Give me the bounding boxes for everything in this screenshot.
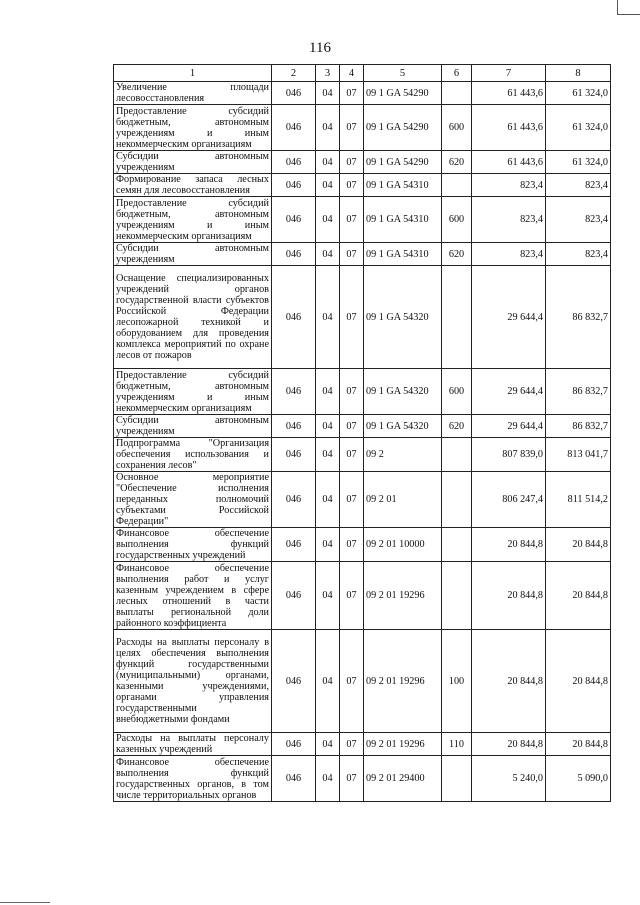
expense-type-code: 620 (442, 151, 472, 174)
section-code: 04 (316, 105, 340, 151)
section-code: 04 (316, 438, 340, 472)
subsection-code: 07 (340, 472, 364, 528)
expense-type-code (442, 174, 472, 197)
amount-year-2: 20 844,8 (546, 562, 611, 630)
section-code: 04 (316, 243, 340, 266)
amount-year-2: 823,4 (546, 197, 611, 243)
ministry-code: 046 (272, 174, 316, 197)
expense-type-code (442, 82, 472, 105)
item-name: Увеличение площади лесовосстановления (114, 82, 272, 105)
subsection-code: 07 (340, 756, 364, 802)
ministry-code: 046 (272, 562, 316, 630)
target-article-code: 09 1 GA 54310 (364, 243, 442, 266)
expense-type-code: 110 (442, 733, 472, 756)
amount-year-1: 806 247,4 (472, 472, 546, 528)
ministry-code: 046 (272, 528, 316, 562)
target-article-code: 09 1 GA 54310 (364, 197, 442, 243)
expense-type-code (442, 266, 472, 369)
target-article-code: 09 1 GA 54320 (364, 369, 442, 415)
subsection-code: 07 (340, 415, 364, 438)
table-row (114, 630, 611, 733)
item-name: Финансовое обеспечение выполнения функций государственных учреждений (114, 528, 272, 562)
subsection-code: 07 (340, 105, 364, 151)
header-cell: 4 (340, 65, 364, 82)
subsection-code: 07 (340, 243, 364, 266)
table-row (114, 243, 611, 266)
expense-type-code (442, 756, 472, 802)
target-article-code: 09 2 01 19296 (364, 733, 442, 756)
table-row (114, 369, 611, 415)
ministry-code: 046 (272, 82, 316, 105)
ministry-code: 046 (272, 733, 316, 756)
section-code: 04 (316, 369, 340, 415)
ministry-code: 046 (272, 756, 316, 802)
amount-year-2: 811 514,2 (546, 472, 611, 528)
ministry-code: 046 (272, 266, 316, 369)
amount-year-2: 5 090,0 (546, 756, 611, 802)
page-number: 116 (309, 40, 331, 56)
target-article-code: 09 1 GA 54320 (364, 415, 442, 438)
corner-mark (617, 0, 640, 15)
section-code: 04 (316, 266, 340, 369)
expense-type-code: 600 (442, 197, 472, 243)
expense-type-code (442, 562, 472, 630)
section-code: 04 (316, 197, 340, 243)
table-row (114, 438, 611, 472)
table-row (114, 733, 611, 756)
header-cell: 5 (364, 65, 442, 82)
header-cell: 8 (546, 65, 611, 82)
target-article-code: 09 2 01 29400 (364, 756, 442, 802)
table-body (114, 82, 611, 802)
amount-year-1: 61 443,6 (472, 82, 546, 105)
amount-year-2: 823,4 (546, 243, 611, 266)
table-row (114, 415, 611, 438)
item-name: Основное мероприятие "Обеспечение исполнения переданных полномочий субъектами Российской Федерации" (114, 472, 272, 528)
item-name: Финансовое обеспечение выполнения работ и услуг казенным учреждением в сфере лесных отношений в части выплаты региональной доли районного коэффициента (114, 562, 272, 630)
amount-year-1: 20 844,8 (472, 733, 546, 756)
budget-table (113, 64, 611, 802)
amount-year-2: 20 844,8 (546, 630, 611, 733)
table-row (114, 528, 611, 562)
amount-year-2: 823,4 (546, 174, 611, 197)
ministry-code: 046 (272, 472, 316, 528)
target-article-code: 09 1 GA 54290 (364, 105, 442, 151)
target-article-code: 09 2 01 19296 (364, 562, 442, 630)
expense-type-code (442, 438, 472, 472)
amount-year-2: 20 844,8 (546, 528, 611, 562)
item-name: Расходы на выплаты персоналу казенных учреждений (114, 733, 272, 756)
amount-year-1: 20 844,8 (472, 528, 546, 562)
table-row (114, 472, 611, 528)
amount-year-2: 813 041,7 (546, 438, 611, 472)
target-article-code: 09 1 GA 54290 (364, 82, 442, 105)
expense-type-code (442, 472, 472, 528)
header-row (114, 65, 611, 82)
item-name: Предоставление субсидий бюджетным, автономным учреждениям и иным некоммерческим организациям (114, 105, 272, 151)
amount-year-2: 86 832,7 (546, 369, 611, 415)
amount-year-2: 61 324,0 (546, 82, 611, 105)
amount-year-1: 823,4 (472, 243, 546, 266)
item-name: Расходы на выплаты персоналу в целях обеспечения выполнения функций государственными (муниципальными) органами, казенными учреждениями, органами управления государственными внебюджетными фондами (114, 630, 272, 733)
target-article-code: 09 2 01 10000 (364, 528, 442, 562)
ministry-code: 046 (272, 438, 316, 472)
amount-year-1: 20 844,8 (472, 562, 546, 630)
ministry-code: 046 (272, 197, 316, 243)
item-name: Предоставление субсидий бюджетным, автономным учреждениям и иным некоммерческим организациям (114, 197, 272, 243)
target-article-code: 09 1 GA 54290 (364, 151, 442, 174)
expense-type-code: 620 (442, 243, 472, 266)
amount-year-2: 86 832,7 (546, 415, 611, 438)
section-code: 04 (316, 82, 340, 105)
section-code: 04 (316, 528, 340, 562)
table-row (114, 82, 611, 105)
subsection-code: 07 (340, 438, 364, 472)
subsection-code: 07 (340, 562, 364, 630)
item-name: Субсидии автономным учреждениям (114, 243, 272, 266)
subsection-code: 07 (340, 266, 364, 369)
subsection-code: 07 (340, 733, 364, 756)
amount-year-1: 20 844,8 (472, 630, 546, 733)
item-name: Финансовое обеспечение выполнения функций государственных органов, в том числе территориальных органов (114, 756, 272, 802)
item-name: Предоставление субсидий бюджетным, автономным учреждениям и иным некоммерческим организациям (114, 369, 272, 415)
table-row (114, 151, 611, 174)
subsection-code: 07 (340, 369, 364, 415)
section-code: 04 (316, 562, 340, 630)
amount-year-2: 86 832,7 (546, 266, 611, 369)
amount-year-1: 61 443,6 (472, 105, 546, 151)
section-code: 04 (316, 756, 340, 802)
amount-year-1: 29 644,4 (472, 266, 546, 369)
item-name: Субсидии автономным учреждениям (114, 151, 272, 174)
item-name: Оснащение специализированных учреждений органов государственной власти субъектов Российской Федерации лесопожарной техникой и оборудованием для проведения комплекса мероприятий по охране лесов от пожаров (114, 266, 272, 369)
subsection-code: 07 (340, 528, 364, 562)
table-row (114, 266, 611, 369)
ministry-code: 046 (272, 105, 316, 151)
amount-year-1: 5 240,0 (472, 756, 546, 802)
header-cell: 3 (316, 65, 340, 82)
amount-year-2: 20 844,8 (546, 733, 611, 756)
amount-year-2: 61 324,0 (546, 151, 611, 174)
header-cell: 7 (472, 65, 546, 82)
amount-year-1: 823,4 (472, 174, 546, 197)
item-name: Подпрограмма "Организация обеспечения использования и сохранения лесов" (114, 438, 272, 472)
table-row (114, 756, 611, 802)
table-row (114, 562, 611, 630)
ministry-code: 046 (272, 630, 316, 733)
section-code: 04 (316, 174, 340, 197)
ministry-code: 046 (272, 243, 316, 266)
expense-type-code: 100 (442, 630, 472, 733)
target-article-code: 09 2 (364, 438, 442, 472)
target-article-code: 09 1 GA 54310 (364, 174, 442, 197)
table-row (114, 105, 611, 151)
subsection-code: 07 (340, 82, 364, 105)
scan-edge-mark (0, 902, 50, 903)
table-row (114, 197, 611, 243)
item-name: Формирование запаса лесных семян для лесовосстановления (114, 174, 272, 197)
header-cell: 1 (114, 65, 272, 82)
section-code: 04 (316, 472, 340, 528)
amount-year-1: 61 443,6 (472, 151, 546, 174)
subsection-code: 07 (340, 151, 364, 174)
subsection-code: 07 (340, 174, 364, 197)
item-name: Субсидии автономным учреждениям (114, 415, 272, 438)
subsection-code: 07 (340, 197, 364, 243)
amount-year-1: 823,4 (472, 197, 546, 243)
target-article-code: 09 1 GA 54320 (364, 266, 442, 369)
header-cell: 2 (272, 65, 316, 82)
expense-type-code: 600 (442, 105, 472, 151)
amount-year-2: 61 324,0 (546, 105, 611, 151)
section-code: 04 (316, 415, 340, 438)
target-article-code: 09 2 01 (364, 472, 442, 528)
ministry-code: 046 (272, 369, 316, 415)
expense-type-code: 620 (442, 415, 472, 438)
target-article-code: 09 2 01 19296 (364, 630, 442, 733)
amount-year-1: 807 839,0 (472, 438, 546, 472)
header-cell: 6 (442, 65, 472, 82)
section-code: 04 (316, 630, 340, 733)
expense-type-code (442, 528, 472, 562)
section-code: 04 (316, 733, 340, 756)
ministry-code: 046 (272, 415, 316, 438)
subsection-code: 07 (340, 630, 364, 733)
expense-type-code: 600 (442, 369, 472, 415)
ministry-code: 046 (272, 151, 316, 174)
table-row (114, 174, 611, 197)
amount-year-1: 29 644,4 (472, 369, 546, 415)
amount-year-1: 29 644,4 (472, 415, 546, 438)
section-code: 04 (316, 151, 340, 174)
